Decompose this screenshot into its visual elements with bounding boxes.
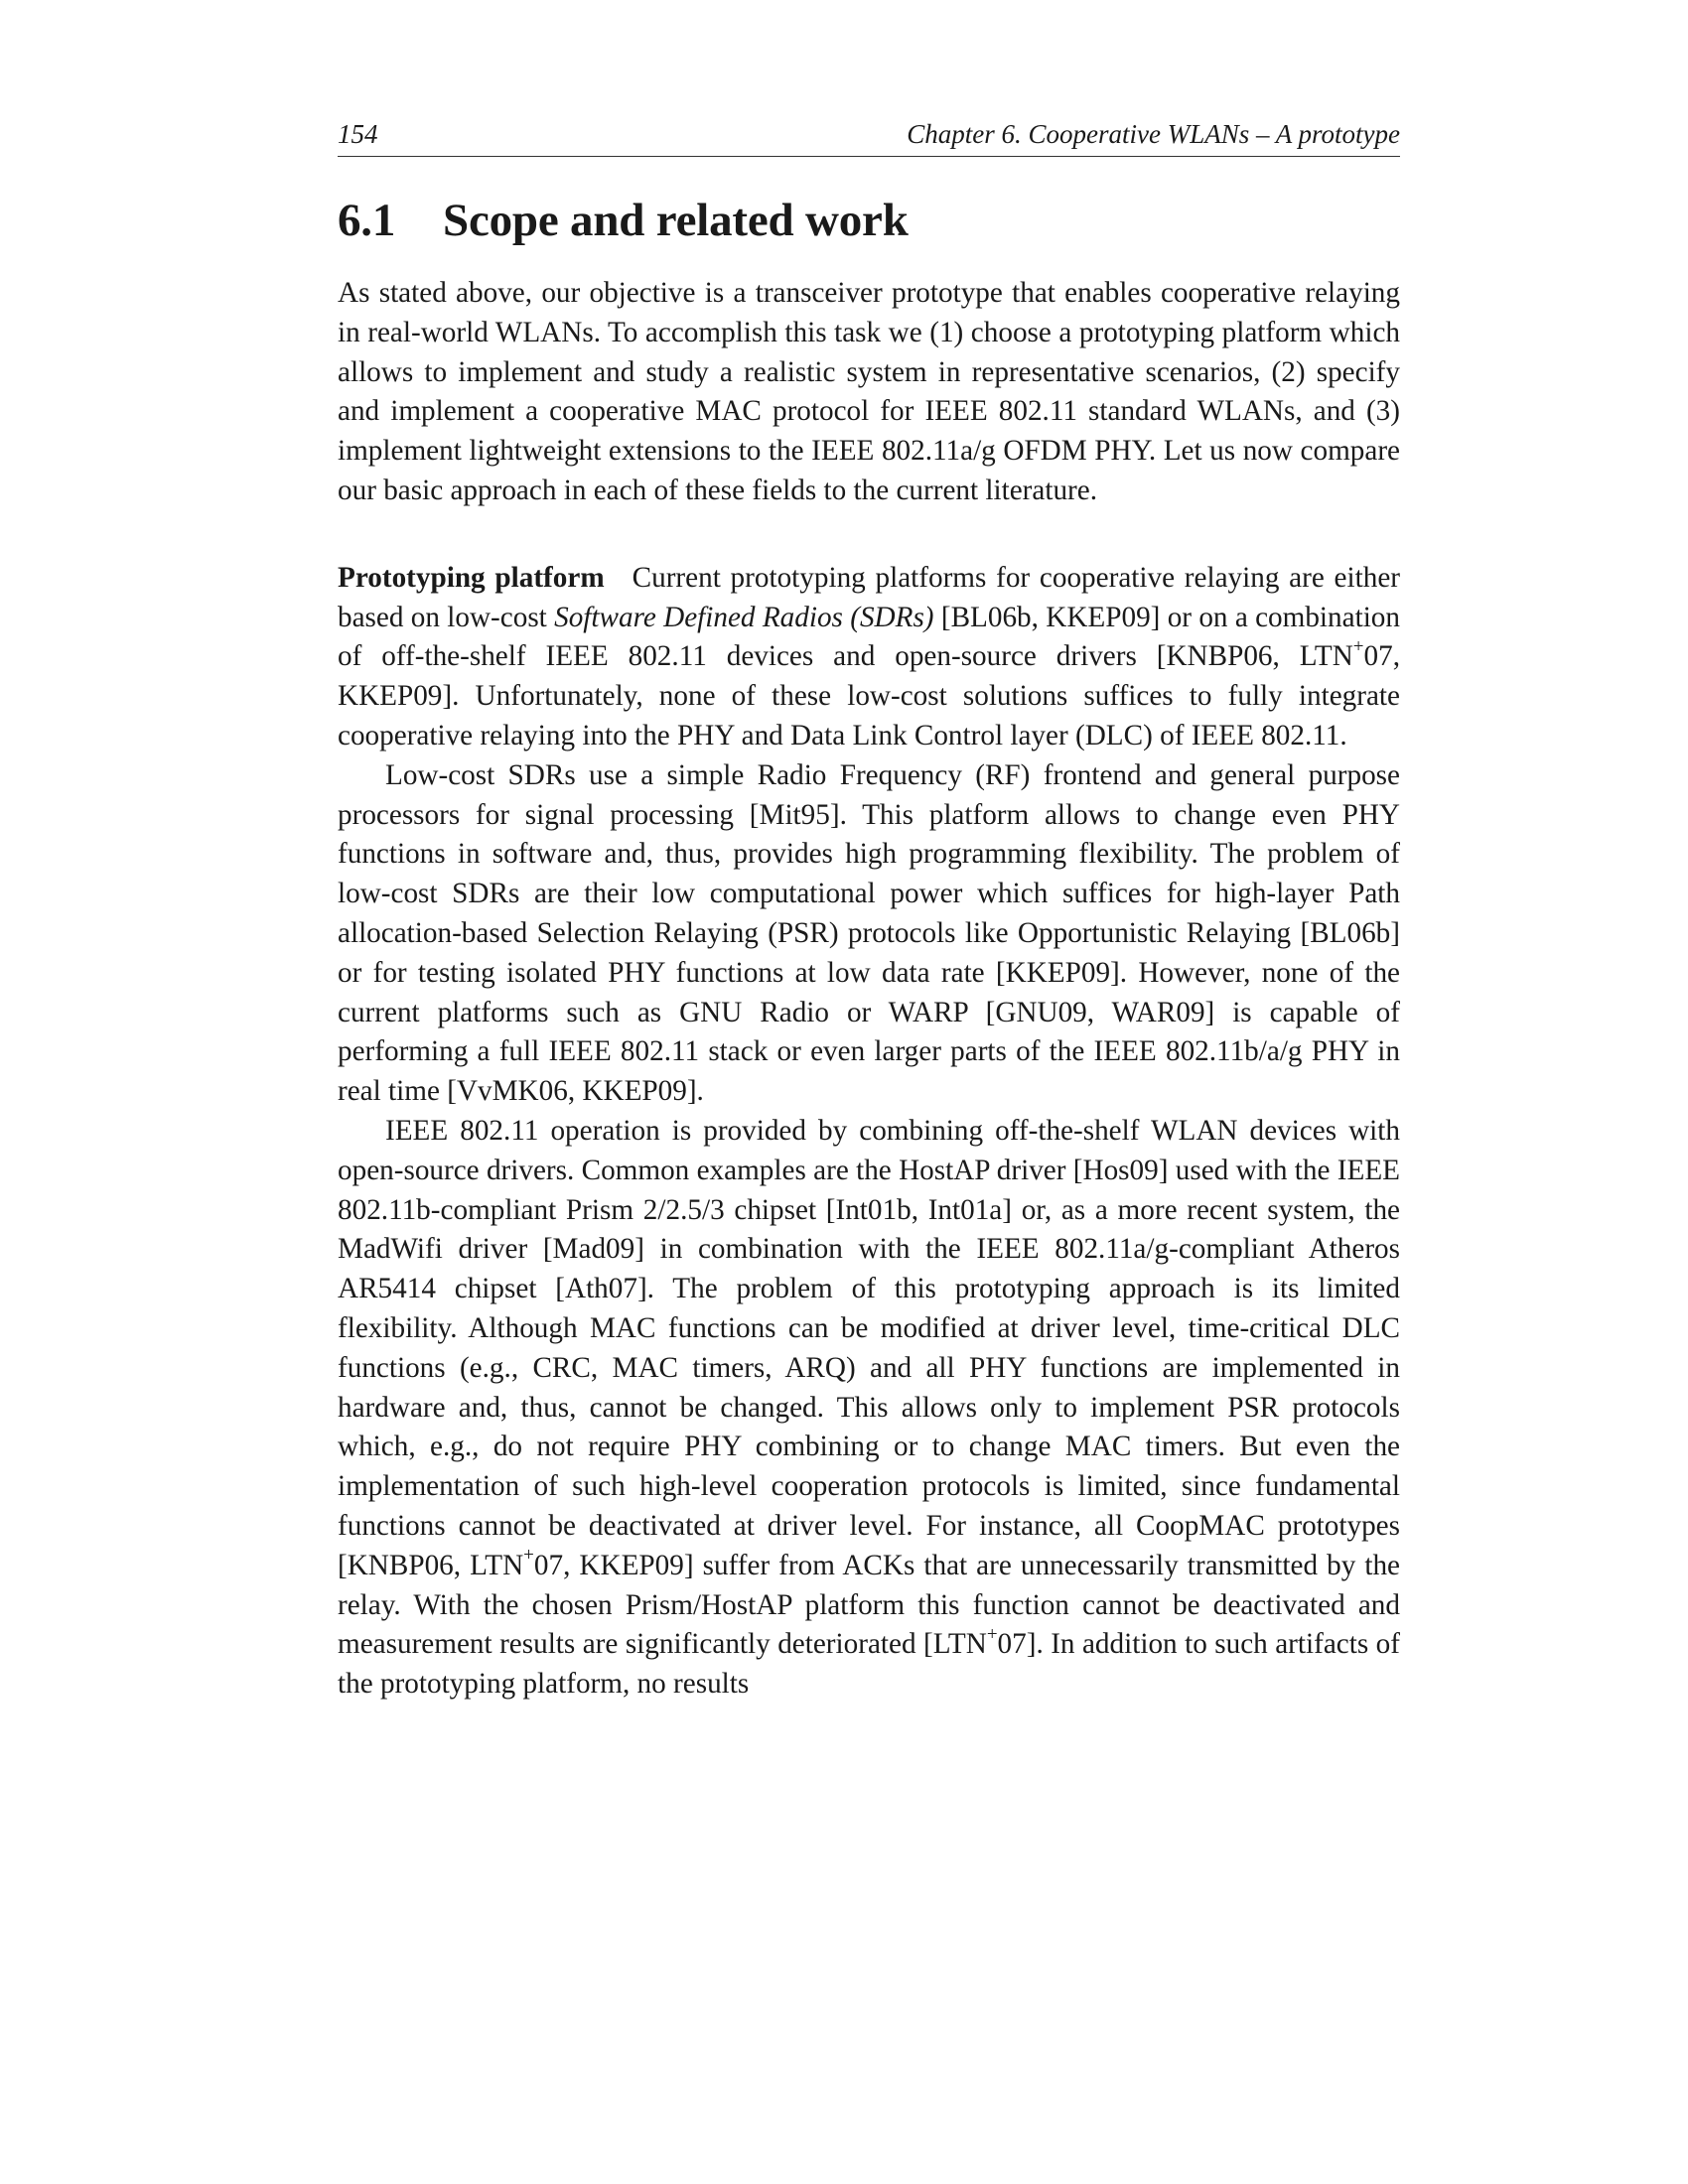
- intro-paragraph: As stated above, our objective is a transceiver prototype that enables cooperative relaying in real-world WLANs. To accomplish this task we (1) choose a prototyping platform which allows to implement and study a realistic system in representative scenarios, (2) specify and implement a cooperative MAC protocol for IEEE 802.11 standard WLANs, and (3) implement lightweight extensions to the IEEE 802.11a/g OFDM PHY. Let us now compare our basic approach in each of these fields to the current literature.: [338, 277, 1400, 506]
- ieee-paragraph: [338, 1112, 1400, 1705]
- italic-term: Software Defined Radios (SDRs): [554, 601, 934, 633]
- paragraph-text: Current prototyping platforms for cooperative relaying are either based on low-cost: [338, 561, 1400, 633]
- page-number: 154: [338, 119, 378, 149]
- paragraph-text: 07, KKEP09]. Unfortunately, none of these low-cost solutions suffices to fully integrate cooperative relaying into the PHY and Data Link Control layer (DLC) of IEEE 802.11.: [338, 640, 1400, 751]
- section-heading: [338, 191, 1400, 250]
- paragraph-text: 07]. In addition to such artifacts of the prototyping platform, no results: [338, 1628, 1400, 1701]
- chapter-title: Chapter 6. Cooperative WLANs – A prototype: [907, 119, 1400, 149]
- sdr-paragraph: Low-cost SDRs use a simple Radio Frequency (RF) frontend and general purpose processors for signal processing [Mit95]. This platform allows to change even PHY functions in software and, thus, provides high programming flexibility. The problem of low-cost SDRs are their low computational power which suffices for high-layer Path allocation-based Selection Relaying (PSR) protocols like Opportunistic Relaying [BL06b] or for testing isolated PHY functions at low data rate [KKEP09]. However, none of the current platforms such as GNU Radio or WARP [GNU09, WAR09] is capable of performing a full IEEE 802.11 stack or even larger parts of the IEEE 802.11b/a/g PHY in real time [VvMK06, KKEP09].: [338, 758, 1400, 1108]
- paragraph-text: 07, KKEP09] suffer from ACKs that are unnecessarily transmitted by the relay. With the chosen Prism/HostAP platform this function cannot be deactivated and measurement results are significantly deteriorated [LTN: [338, 1549, 1400, 1661]
- prototyping-platform-paragraph: [338, 559, 1400, 756]
- page-content: [338, 117, 1400, 1705]
- superscript-plus: +: [1352, 635, 1364, 657]
- superscript-plus: +: [986, 1623, 998, 1645]
- running-header: [338, 117, 1400, 157]
- paragraph-runin-heading: Prototyping platform: [338, 561, 605, 594]
- paragraph-text: [BL06b, KKEP09] or on a combination of off-the-shelf IEEE 802.11 devices and open-source drivers [KNBP06, LTN: [338, 601, 1400, 673]
- section-title: Scope and related work: [443, 195, 909, 246]
- paragraph-text: IEEE 802.11 operation is provided by combining off-the-shelf WLAN devices with open-source drivers. Common examples are the HostAP driver [Hos09] used with the IEEE 802.11b-compliant Prism 2/2.5/3 chipset [Int01b, Int01a] or, as a more recent system, the MadWifi driver [Mad09] in combination with the IEEE 802.11a/g-compliant Atheros AR5414 chipset [Ath07]. The problem of this prototyping approach is its limited flexibility. Although MAC functions can be modified at driver level, time-critical DLC functions (e.g., CRC, MAC timers, ARQ) and all PHY functions are implemented in hardware and, thus, cannot be changed. This allows only to implement PSR protocols which, e.g., do not require PHY combining or to change MAC timers. But even the implementation of such high-level cooperation protocols is limited, since fundamental functions cannot be deactivated at driver level. For instance, all CoopMAC prototypes [KNBP06, LTN: [338, 1114, 1400, 1581]
- section-number: 6.1: [338, 195, 396, 246]
- superscript-plus: +: [523, 1544, 534, 1566]
